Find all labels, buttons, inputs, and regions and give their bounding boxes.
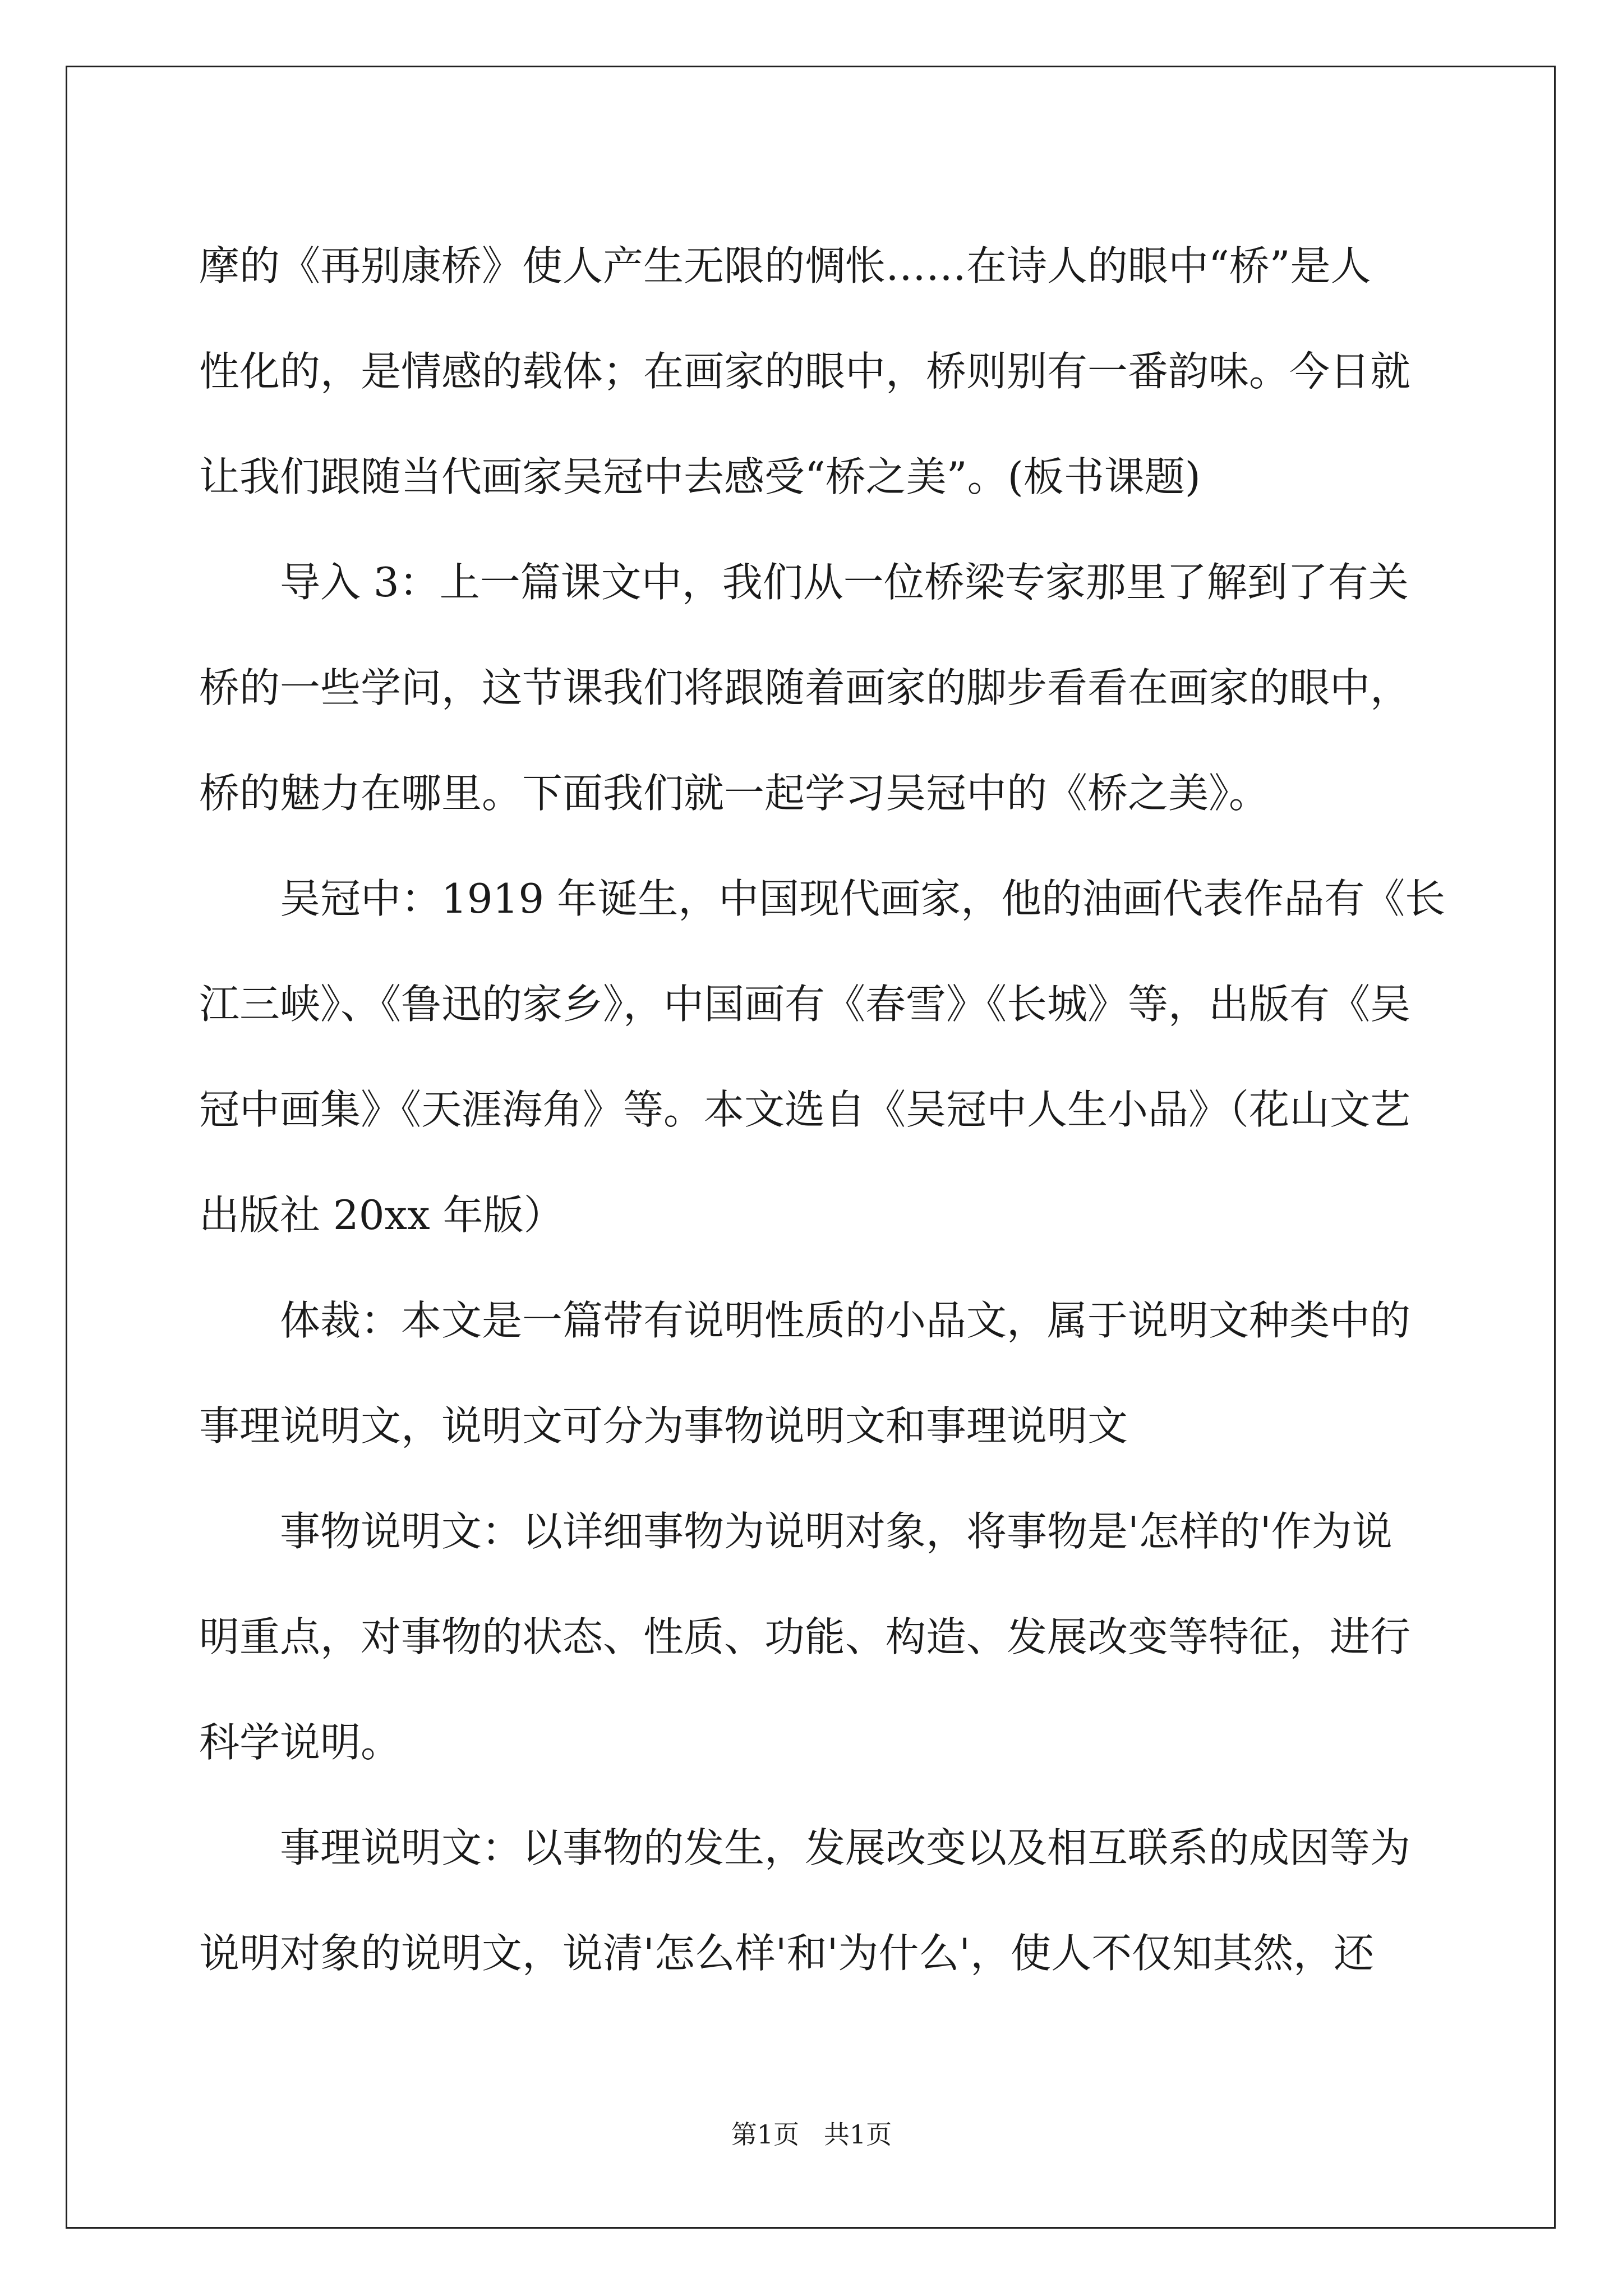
paragraph-start-line: 体裁：本文是一篇带有说明性质的小品文，属于说明文种类中的 [280,1297,1411,1344]
paragraph-start-line: 事物说明文：以详细事物为说明对象，将事物是'怎样的'作为说 [280,1508,1393,1555]
text-line: 事理说明文，说明文可分为事物说明文和事理说明文 [199,1402,1128,1450]
text-line: 说明对象的说明文，说清'怎么样'和'为什么'，使人不仅知其然，还 [199,1930,1375,1977]
paragraph-start-line: 吴冠中：1919 年诞生，中国现代画家，他的油画代表作品有《长 [280,875,1446,922]
text-line: 桥的一些学问，这节课我们将跟随着画家的脚步看看在画家的眼中， [199,664,1411,711]
document-body [199,213,1446,2006]
page-number-footer: 第1页 共1页 [731,2119,892,2150]
paragraph-start-line: 事理说明文：以事物的发生，发展改变以及相互联系的成因等为 [280,1824,1411,1871]
text-line: 桥的魅力在哪里。下面我们就一起学习吴冠中的《桥之美》。 [199,770,1270,817]
paragraph-start-line: 导入 3：上一篇课文中，我们从一位桥梁专家那里了解到了有关 [280,559,1409,606]
text-line: 江三峡》、《鲁迅的家乡》，中国画有《春雪》《长城》等，出版有《吴 [199,981,1411,1028]
text-line: 出版社 20xx 年版） [199,1191,564,1239]
text-line: 让我们跟随当代画家吴冠中去感受“桥之美”。(板书课题) [199,453,1201,500]
text-line: 明重点，对事物的状态、性质、功能、构造、发展改变等特征，进行 [199,1613,1411,1660]
text-line: 摩的《再别康桥》使人产生无限的惆怅……在诗人的眼中“桥”是人 [199,242,1371,289]
text-line: 科学说明。 [199,1719,402,1766]
text-line: 冠中画集》《天涯海角》等。本文选自《吴冠中人生小品》（花山文艺 [199,1086,1411,1133]
text-line: 性化的，是情感的载体；在画家的眼中，桥则别有一番韵味。今日就 [199,348,1411,395]
